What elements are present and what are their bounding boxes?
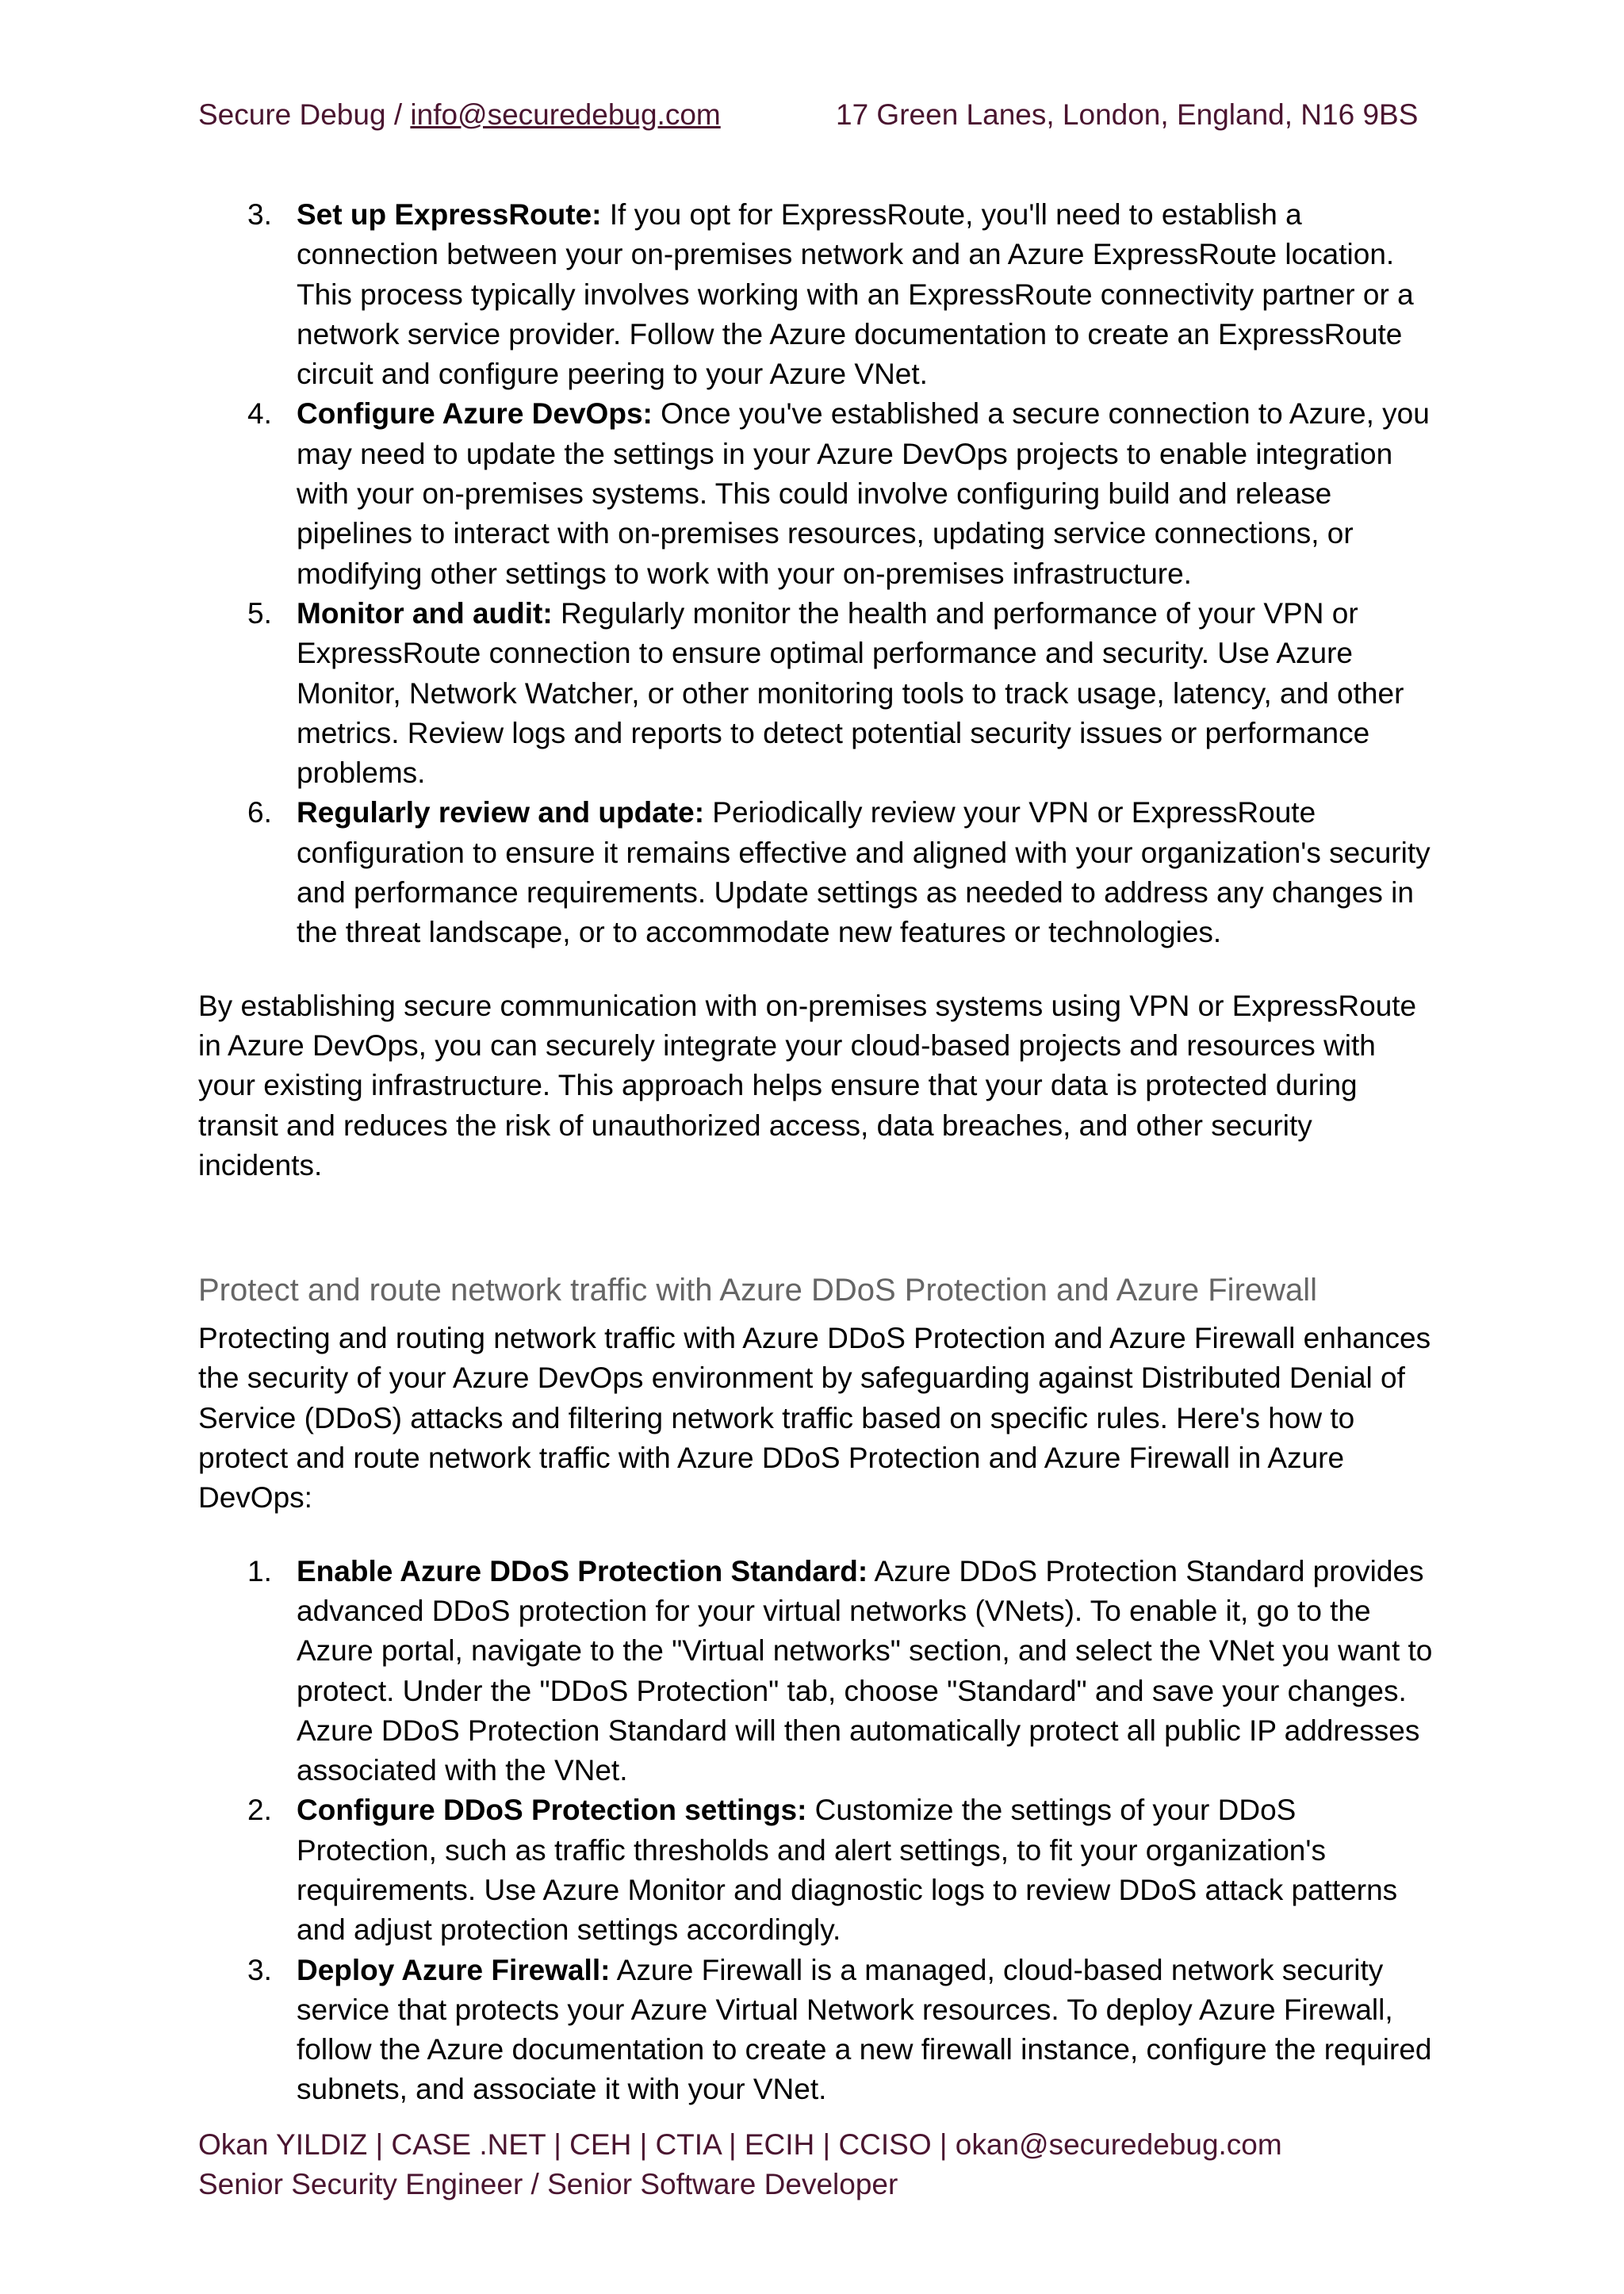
list-item — [198, 1790, 1439, 1950]
footer-role-line: Senior Security Engineer / Senior Software Developer — [198, 2168, 898, 2200]
list-item-text: If you opt for ExpressRoute, you'll need to establish a connection between your on-premises network and an Azure ExpressRoute location. This process typically involves working with an ExpressRoute connectivity partner or a network service provider. Follow the Azure documentation to create an ExpressRoute circuit and configure peering to your Azure VNet. — [297, 198, 1414, 391]
list-item-text: Customize the settings of your DDoS Protection, such as traffic thresholds and alert settings, to fit your organization's requirements. Use Azure Monitor and diagnostic logs to review DDoS attack patterns and adjust protection settings accordingly. — [297, 1794, 1398, 1947]
summary-paragraph: By establishing secure communication with on-premises systems using VPN or ExpressRoute in Azure DevOps, you can securely integrate your cloud-based projects and resources with your existing infrastructure. This approach helps ensure that your data is protected during transit and reduces the risk of unauthorized access, data breaches, and other security incidents. — [198, 989, 1417, 1181]
list-item-number: 4. — [247, 397, 272, 431]
list-item-number: 6. — [247, 796, 272, 829]
list-item-title: Configure Azure DevOps: — [297, 397, 653, 431]
header-address: 17 Green Lanes, London, England, N16 9BS — [836, 98, 1419, 131]
list-item-text: Periodically review your VPN or ExpressRoute configuration to ensure it remains effective and aligned with your organization's security and performance requirements. Update settings as needed to address any changes in the threat landscape, or to accommodate new features or technologies. — [297, 796, 1431, 949]
section-heading: Protect and route network traffic with Azure DDoS Protection and Azure Firewall — [198, 1273, 1318, 1308]
list-item-text: Regularly monitor the health and performance of your VPN or ExpressRoute connection to ensure optimal performance and security. Use Azure Monitor, Network Watcher, or other monitoring tools to track usage, latency, and other metrics. Review logs and reports to detect potential security issues or performance problems. — [297, 596, 1404, 790]
footer-author-line: Okan YILDIZ | CASE .NET | CEH | CTIA | ECIH | CCISO | okan@securedebug.com — [198, 2128, 1282, 2161]
steps-list-bottom — [198, 1552, 1439, 2110]
list-item — [198, 1552, 1439, 1791]
list-item-number: 5. — [247, 596, 272, 630]
list-item — [198, 1951, 1439, 2110]
page-footer — [198, 2125, 1282, 2204]
list-item-number: 3. — [247, 198, 272, 231]
list-item — [198, 793, 1439, 952]
section-intro: Protecting and routing network traffic with Azure DDoS Protection and Azure Firewall enhances the security of your Azure DevOps environment by safeguarding against Distributed Denial of Service (DDoS) attacks and filtering network traffic based on specific rules. Here's how to protect and route network traffic with Azure DDoS Protection and Azure Firewall in Azure DevOps: — [198, 1322, 1431, 1515]
list-item-title: Enable Azure DDoS Protection Standard: — [297, 1554, 868, 1587]
list-item-number: 2. — [247, 1794, 272, 1827]
list-item — [198, 394, 1439, 593]
header-company — [198, 97, 721, 133]
list-item-title: Configure DDoS Protection settings: — [297, 1794, 807, 1827]
list-item-number: 3. — [247, 1953, 272, 1986]
header-email-link[interactable]: info@securedebug.com — [410, 98, 721, 131]
header-company-name: Secure Debug / — [198, 98, 411, 131]
list-item-title: Regularly review and update: — [297, 796, 705, 829]
list-item-text: Azure DDoS Protection Standard provides advanced DDoS protection for your virtual networks (VNets). To enable it, go to the Azure portal, navigate to the "Virtual networks" section, and select the VNet you want to protect. Under the "DDoS Protection" tab, choose "Standard" and save your changes. Azure DDoS Protection Standard will then automatically protect all public IP addresses associated with the VNet. — [297, 1554, 1433, 1787]
list-item-text: Azure Firewall is a managed, cloud-based network security service that protects your Azure Virtual Network resources. To deploy Azure Firewall, follow the Azure documentation to create a new firewall instance, configure the required subnets, and associate it with your VNet. — [297, 1953, 1432, 2106]
steps-list-top — [198, 195, 1439, 953]
list-item-title: Set up ExpressRoute: — [297, 198, 602, 231]
page-content — [198, 195, 1439, 2110]
list-item-number: 1. — [247, 1554, 272, 1587]
list-item-title: Deploy Azure Firewall: — [297, 1953, 611, 1986]
list-item — [198, 195, 1439, 394]
list-item — [198, 594, 1439, 793]
list-item-title: Monitor and audit: — [297, 596, 553, 630]
list-item-text: Once you've established a secure connection to Azure, you may need to update the settings in your Azure DevOps projects to enable integration with your on-premises systems. This could involve configuring build and release pipelines to interact with on-premises resources, updating service connections, or modifying other settings to work with your on-premises infrastructure. — [297, 397, 1430, 590]
